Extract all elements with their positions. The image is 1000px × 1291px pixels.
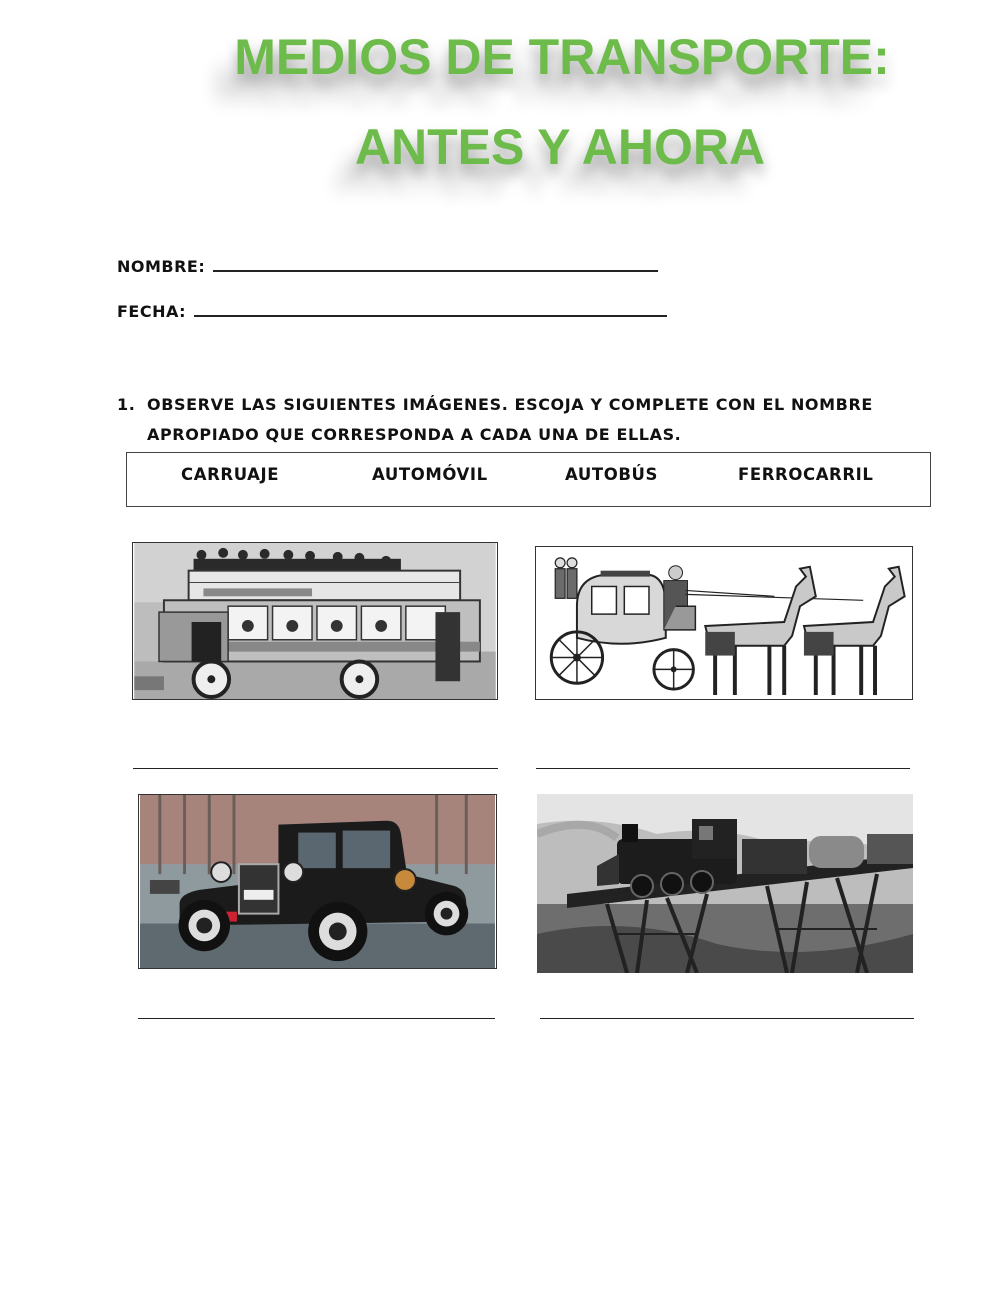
instruction xyxy=(117,390,917,450)
date-answer-line[interactable] xyxy=(194,301,667,317)
answer-line-carriage[interactable] xyxy=(536,768,910,769)
word-bank-item: CARRUAJE xyxy=(181,465,280,484)
word-bank-item: AUTOMÓVIL xyxy=(372,465,488,484)
horse-carriage-icon xyxy=(536,547,912,699)
instruction-line-2: APROPIADO QUE CORRESPONDA A CADA UNA DE ELLAS. xyxy=(147,425,682,444)
date-field xyxy=(117,301,667,321)
date-label: FECHA: xyxy=(117,302,187,321)
train-image xyxy=(537,794,913,973)
name-answer-line[interactable] xyxy=(213,256,658,272)
worksheet-title-line-2: ANTES Y AHORA xyxy=(354,119,766,175)
answer-line-train[interactable] xyxy=(540,1018,914,1019)
worksheet-title-line-1: MEDIOS DE TRANSPORTE: xyxy=(234,29,890,85)
car-image xyxy=(138,794,497,969)
instruction-number: 1. xyxy=(117,395,136,414)
instruction-line-1: OBSERVE LAS SIGUIENTES IMÁGENES. ESCOJA Y COMPLETE CON EL NOMBRE xyxy=(147,395,873,414)
word-bank xyxy=(126,452,931,507)
answer-line-car[interactable] xyxy=(138,1018,495,1019)
word-bank-item: AUTOBÚS xyxy=(565,465,659,484)
vintage-car-icon xyxy=(139,795,496,968)
carriage-image xyxy=(535,546,913,700)
double-decker-bus-icon xyxy=(133,543,497,699)
answer-line-bus[interactable] xyxy=(133,768,498,769)
name-label: NOMBRE: xyxy=(117,257,206,276)
word-bank-item: FERROCARRIL xyxy=(738,465,874,484)
bus-image xyxy=(132,542,498,700)
steam-train-icon xyxy=(537,794,913,973)
name-field xyxy=(117,256,658,276)
